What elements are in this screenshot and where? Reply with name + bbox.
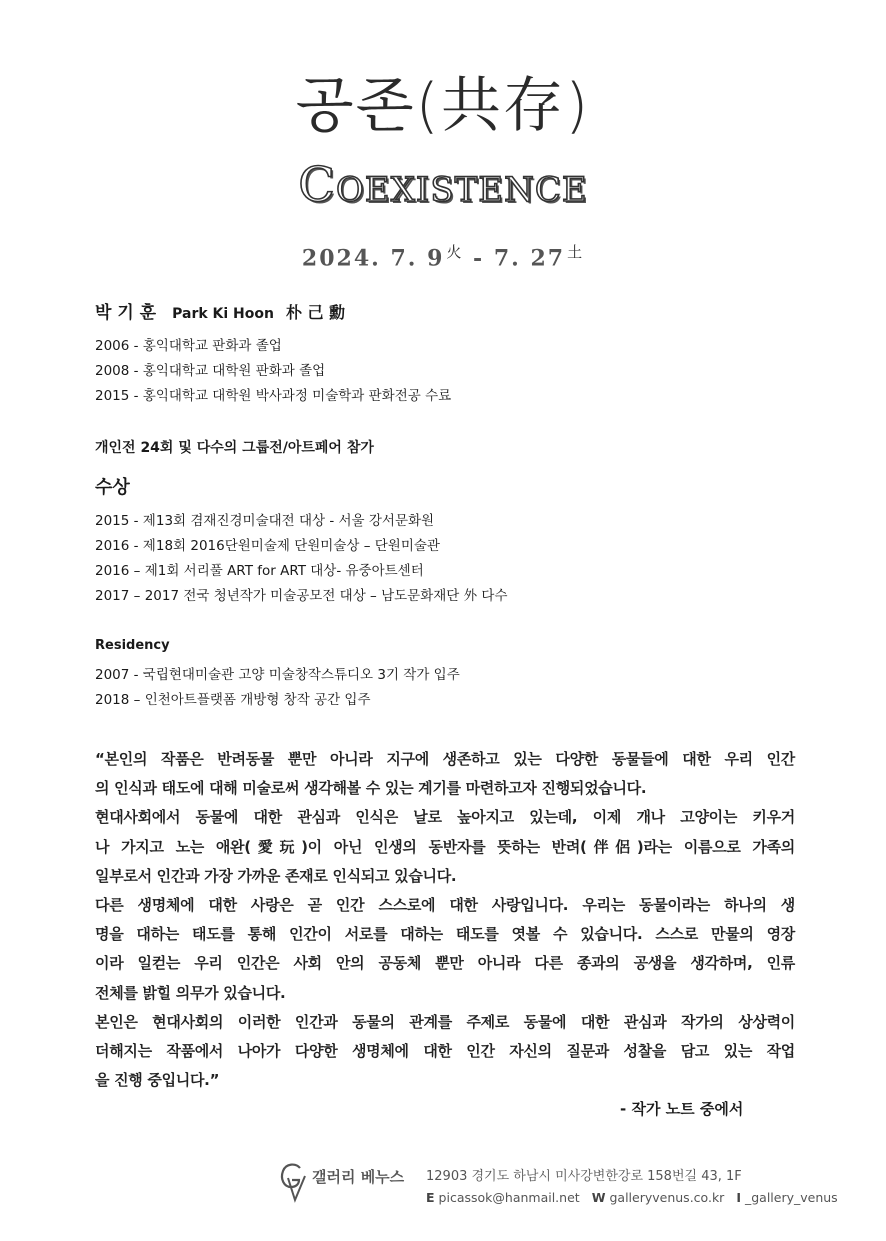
list-item: 2006 - 홍익대학교 판화과 졸업 xyxy=(95,338,282,354)
statement-line: 전체를 밝힐 의무가 있습니다. xyxy=(95,983,286,1002)
awards-list xyxy=(95,509,508,609)
title-korean: 공존(共存) xyxy=(295,71,591,141)
artist-name-hanja: 朴 己 勳 xyxy=(285,303,346,322)
date-end-day: 土 xyxy=(567,243,585,261)
statement-line: 본인은 현대사회의 이러한 인간과 동물의 관계를 주제로 동물에 대한 관심과 작가의 상상력이 xyxy=(95,1012,795,1031)
statement-line: “본인의 작품은 반려동물 뿐만 아니라 지구에 생존하고 있는 다양한 동물들에 대한 우리 인간 xyxy=(95,750,795,768)
residency-list xyxy=(95,663,460,713)
email-link[interactable]: picassok@hanmail.net xyxy=(438,1190,580,1205)
artist-statement xyxy=(95,745,795,1095)
artist-name-korean: 박 기 훈 xyxy=(95,303,157,323)
statement-line: 현대사회에서 동물에 대한 관심과 인식은 날로 높아지고 있는데, 이제 개나 고양이는 키우거 xyxy=(95,808,795,827)
web-label: W xyxy=(591,1190,606,1205)
statement-line: 더해지는 작품에서 나아가 다양한 생명체에 대한 인간 자신의 질문과 성찰을 담고 있는 작업 xyxy=(95,1041,795,1060)
artist-name xyxy=(95,300,345,327)
instagram-link[interactable]: _gallery_venus xyxy=(744,1190,838,1205)
statement-line: 이라 일컫는 우리 인간은 사회 안의 공동체 뿐만 아니라 다른 종과의 공생을 생각하며, 인류 xyxy=(95,954,795,973)
artist-name-english: Park Ki Hoon xyxy=(172,306,274,322)
email-label: E xyxy=(426,1190,435,1205)
statement-line: 을 진행 중입니다.” xyxy=(95,1071,220,1090)
gallery-contact xyxy=(426,1188,838,1208)
statement-signature: - 작가 노트 중에서 xyxy=(620,1100,744,1118)
list-item: 2017 – 2017 전국 청년작가 미술공모전 대상 – 남도문화재단 外 다수 xyxy=(95,588,508,604)
exhibitions-summary: 개인전 24회 및 다수의 그룹전/아트페어 참가 xyxy=(95,440,374,456)
instagram-label: I xyxy=(736,1190,741,1205)
list-item: 2007 - 국립현대미술관 고양 미술창작스튜디오 3기 작가 입주 xyxy=(95,667,460,683)
list-item: 2015 - 홍익대학교 대학원 박사과정 미술학과 판화전공 수료 xyxy=(95,388,452,404)
education-list xyxy=(95,334,451,409)
statement-line: 의 인식과 태도에 대해 미술로써 생각해볼 수 있는 계기를 마련하고자 진행되었습니다. xyxy=(95,779,647,798)
exhibition-dates xyxy=(0,232,886,278)
residency-heading: Residency xyxy=(95,638,170,653)
list-item: 2016 – 제1회 서리풀 ART for ART 대상- 유중아트센터 xyxy=(95,563,424,579)
statement-line: 일부로서 인간과 가장 가까운 존재로 인식되고 있습니다. xyxy=(95,866,457,885)
list-item: 2015 - 제13회 겸재진경미술대전 대상 - 서울 강서문화원 xyxy=(95,513,435,529)
statement-line: 명을 대하는 태도를 통해 인간이 서로를 대하는 태도를 엿볼 수 있습니다. 스스로 만물의 영장 xyxy=(95,925,795,944)
awards-heading: 수상 xyxy=(95,477,130,498)
date-start: 2024. 7. 9 xyxy=(301,245,445,272)
date-separator: - xyxy=(463,245,494,272)
gallery-footer xyxy=(278,1158,858,1218)
statement-line: 나 가지고 노는 애완(愛玩)이 아닌 인생의 동반자를 뜻하는 반려(伴侶)라는 이름으로 가족의 xyxy=(95,837,795,856)
list-item: 2016 - 제18회 2016단원미술제 단원미술상 – 단원미술관 xyxy=(95,538,440,554)
statement-line: 다른 생명체에 대한 사랑은 곧 인간 스스로에 대한 사랑입니다. 우리는 동물이라는 하나의 생 xyxy=(95,895,795,914)
list-item: 2018 – 인천아트플랫폼 개방형 창작 공간 입주 xyxy=(95,692,371,708)
website-link[interactable]: galleryvenus.co.kr xyxy=(609,1190,725,1205)
gallery-name: 갤러리 베누스 xyxy=(312,1168,405,1186)
date-end: 7. 27 xyxy=(493,245,566,272)
gallery-address: 12903 경기도 하남시 미사강변한강로 158번길 43, 1F xyxy=(426,1169,742,1184)
list-item: 2008 - 홍익대학교 대학원 판화과 졸업 xyxy=(95,363,326,379)
gallery-logo-icon xyxy=(278,1160,308,1204)
title-english: Coexistence xyxy=(298,157,588,213)
date-start-day: 火 xyxy=(446,243,464,261)
